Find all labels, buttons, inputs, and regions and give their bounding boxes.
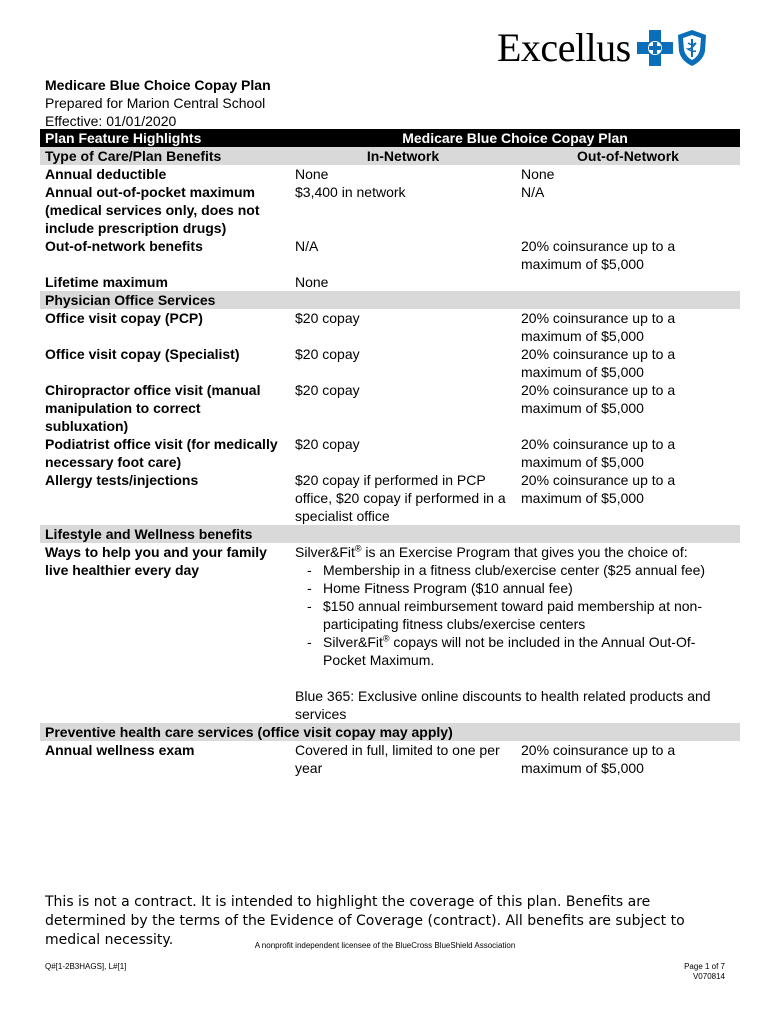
table-row	[40, 165, 740, 183]
table-row	[40, 273, 740, 291]
subheader-cell: Out-of-Network	[516, 147, 740, 165]
blue-cross-icon	[637, 30, 673, 66]
header-cell: Medicare Blue Choice Copay Plan	[290, 129, 740, 147]
out-network-value: 20% coinsurance up to a maximum of $5,000	[521, 382, 676, 416]
out-network-value: 20% coinsurance up to a maximum of $5,000	[521, 742, 676, 776]
in-network-value: Covered in full, limited to one per year	[295, 742, 500, 776]
list-item: - $150 annual reimbursement toward paid membership at non-participating fitness clubs/exercise centers	[315, 597, 735, 633]
plan-title: Medicare Blue Choice Copay Plan	[45, 77, 271, 93]
silverfit-intro	[295, 543, 735, 561]
list-item: - Membership in a fitness club/exercise center ($25 annual fee)	[315, 561, 735, 579]
document-reference: Q#[1-2B3HAGS], L#[1]	[45, 962, 127, 971]
brand-name: Excellus	[497, 25, 631, 70]
section-row	[40, 291, 740, 309]
benefit-label: Lifetime maximum	[45, 274, 168, 290]
section-row	[40, 723, 740, 741]
lifestyle-description	[290, 543, 740, 723]
excellus-logo	[497, 25, 707, 70]
section-title: Lifestyle and Wellness benefits	[40, 525, 740, 543]
version-code: V070814	[692, 972, 725, 981]
registered-mark: ®	[382, 633, 390, 644]
prepared-for: Prepared for Marion Central School	[45, 95, 266, 111]
registered-mark: ®	[354, 543, 362, 554]
benefit-label: Ways to help you and your family live healthier every day	[45, 544, 267, 578]
in-network-value: None	[295, 166, 329, 182]
silverfit-options-list	[295, 561, 735, 669]
table-row	[40, 471, 740, 525]
subheader-cell: Type of Care/Plan Benefits	[40, 147, 290, 165]
in-network-value: N/A	[295, 238, 319, 254]
page-info	[684, 962, 725, 982]
out-network-value: N/A	[521, 184, 545, 200]
list-item	[315, 633, 735, 669]
out-network-value: 20% coinsurance up to a maximum of $5,000	[521, 238, 676, 272]
section-title: Physician Office Services	[40, 291, 740, 309]
page-number: Page 1 of 7	[684, 962, 725, 971]
table-row	[40, 741, 740, 777]
benefit-label: Out-of-network benefits	[45, 238, 203, 254]
benefits-table	[40, 129, 740, 777]
benefit-label: Podiatrist office visit (for medically necessary foot care)	[45, 436, 278, 470]
blue-shield-icon	[677, 29, 707, 67]
out-network-value: 20% coinsurance up to a maximum of $5,000	[521, 472, 676, 506]
benefit-label: Chiropractor office visit (manual manipulation to correct subluxation)	[45, 382, 261, 434]
section-row	[40, 525, 740, 543]
out-network-value: None	[521, 166, 555, 182]
header-cell: Plan Feature Highlights	[40, 129, 290, 147]
in-network-value: $20 copay	[295, 346, 360, 362]
benefit-label: Office visit copay (PCP)	[45, 310, 203, 326]
table-row	[40, 309, 740, 345]
table-row	[40, 183, 740, 237]
in-network-value: $20 copay if performed in PCP office, $20 copay if performed in a specialist office	[295, 472, 506, 524]
list-item: - Home Fitness Program ($10 annual fee)	[315, 579, 735, 597]
benefit-label: Annual deductible	[45, 166, 167, 182]
effective-date: Effective: 01/01/2020	[45, 113, 177, 129]
in-network-value: $3,400 in network	[295, 184, 406, 200]
table-header-row	[40, 129, 740, 147]
subheader-cell: In-Network	[290, 147, 516, 165]
out-network-value: 20% coinsurance up to a maximum of $5,000	[521, 346, 676, 380]
in-network-value: $20 copay	[295, 436, 360, 452]
list-item-text: copays will not be included in the Annual Out-Of-Pocket Maximum.	[323, 634, 696, 668]
section-title: Preventive health care services (office visit copay may apply)	[40, 723, 740, 741]
blue365-text: Blue 365: Exclusive online discounts to health related products and services	[295, 688, 711, 722]
disclaimer: This is not a contract. It is intended to highlight the coverage of this plan. Benefits are determined by the terms of the Evidence of Coverage (contract). All benefits are subject to medical necessity.	[45, 894, 685, 948]
out-network-value	[516, 273, 740, 291]
benefit-label: Allergy tests/injections	[45, 472, 199, 488]
silverfit-brand: Silver&Fit	[295, 544, 355, 560]
benefit-label: Office visit copay (Specialist)	[45, 346, 240, 362]
document-header	[45, 76, 271, 130]
benefit-label: Annual wellness exam	[45, 742, 195, 758]
table-subheader-row	[40, 147, 740, 165]
licensee-note: A nonprofit independent licensee of the BlueCross BlueShield Association	[254, 941, 516, 950]
benefit-label: Annual out-of-pocket maximum (medical services only, does not include prescription drugs)	[45, 184, 260, 236]
table-row	[40, 435, 740, 471]
silverfit-intro-text: is an Exercise Program that gives you the choice of:	[361, 544, 688, 560]
out-network-value: 20% coinsurance up to a maximum of $5,000	[521, 310, 676, 344]
in-network-value: $20 copay	[295, 382, 360, 398]
in-network-value: None	[295, 274, 329, 290]
table-row	[40, 381, 740, 435]
table-row	[40, 237, 740, 273]
silverfit-brand: Silver&Fit	[323, 634, 383, 650]
table-row	[40, 345, 740, 381]
in-network-value: $20 copay	[295, 310, 360, 326]
table-row	[40, 543, 740, 723]
out-network-value: 20% coinsurance up to a maximum of $5,000	[521, 436, 676, 470]
